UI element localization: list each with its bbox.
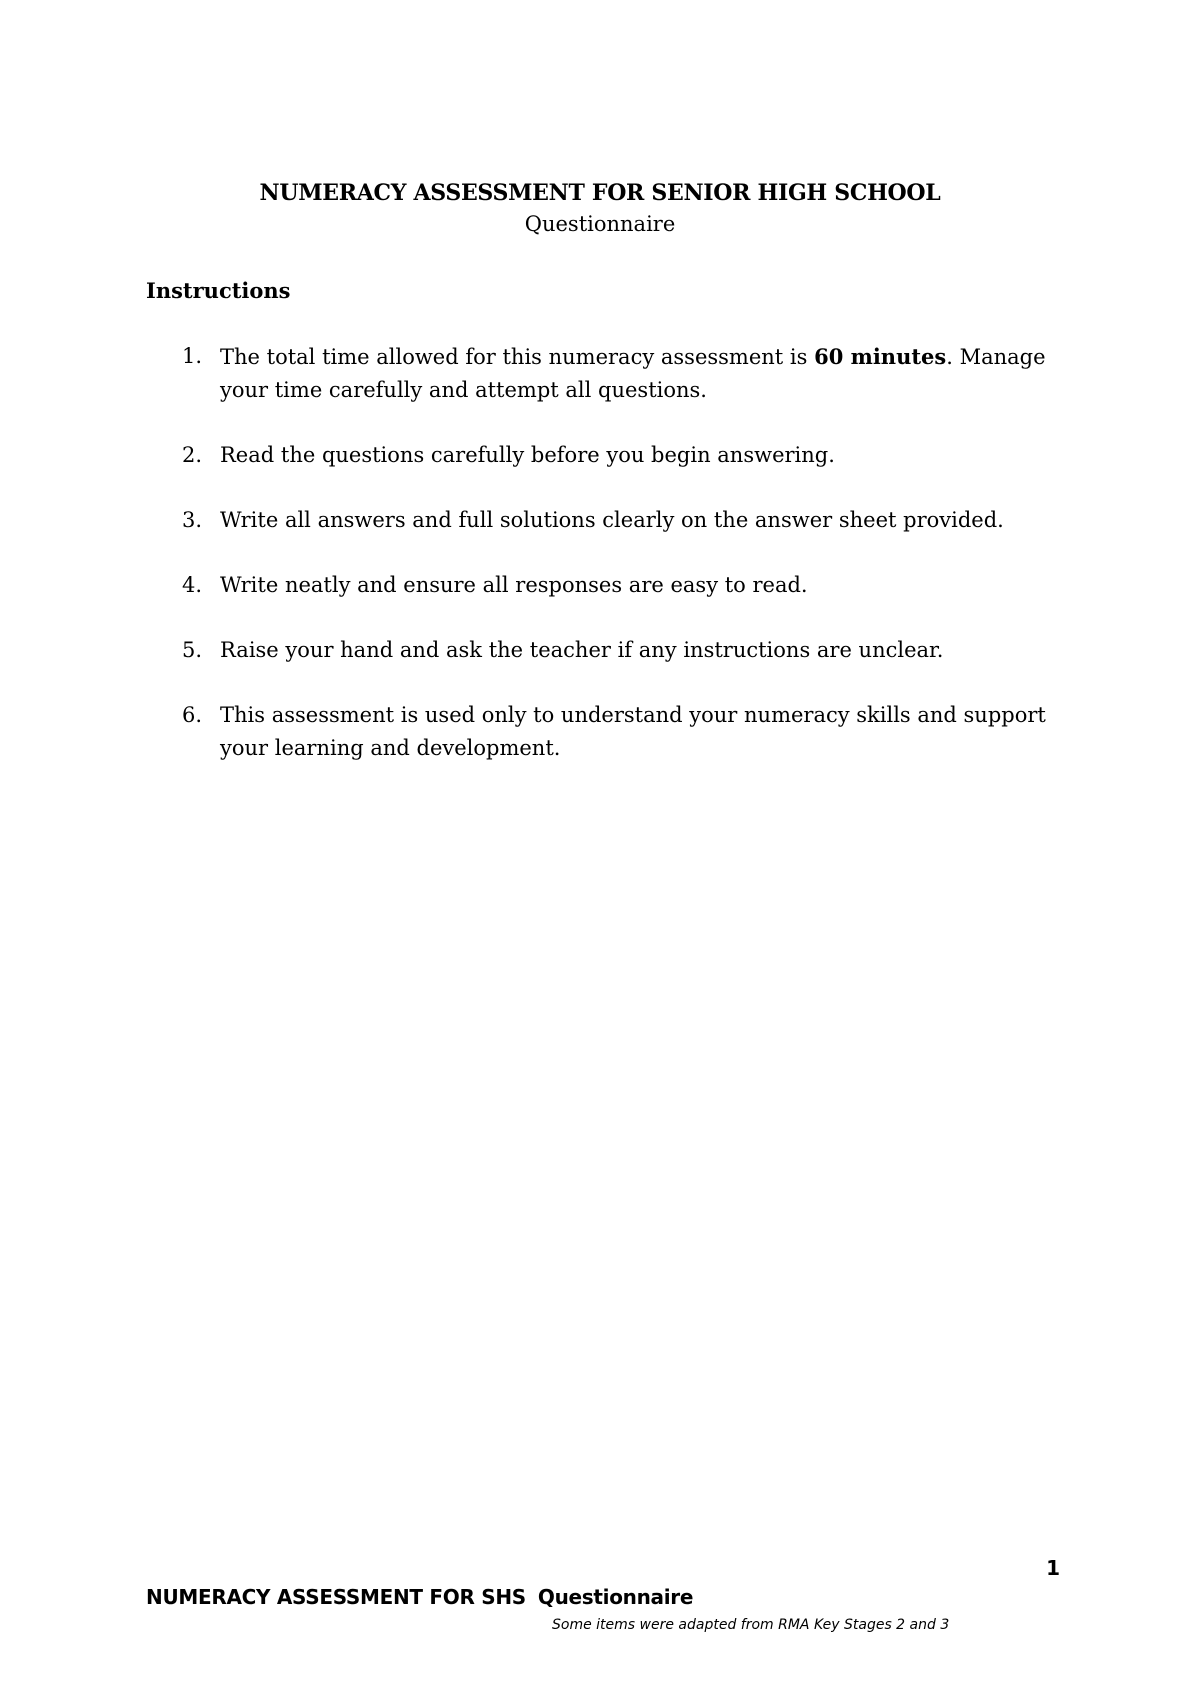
document-subtitle: Questionnaire — [524, 212, 676, 236]
instruction-number: 6. — [182, 703, 203, 727]
instructions-list — [146, 340, 1086, 797]
instruction-item-3 — [146, 504, 1086, 537]
instruction-number: 3. — [182, 508, 203, 532]
instruction-number: 2. — [182, 443, 203, 467]
instruction-item-2 — [146, 439, 1086, 472]
footer-title-right: Questionnaire — [537, 1585, 694, 1609]
instruction-item-5 — [146, 634, 1086, 667]
page-number: 1 — [1046, 1556, 1060, 1580]
instruction-text: Write neatly and ensure all responses are easy to read. — [220, 573, 808, 597]
instruction-text: Read the questions carefully before you begin answering. — [220, 443, 835, 467]
document-title: NUMERACY ASSESSMENT FOR SENIOR HIGH SCHOOL — [259, 180, 941, 206]
instruction-number: 4. — [182, 573, 203, 597]
time-limit-emphasis: 60 minutes — [814, 344, 947, 369]
instruction-text: This assessment is used only to understand your numeracy skills and support your learning and development. — [220, 703, 1046, 760]
instruction-number: 5. — [182, 638, 203, 662]
instruction-number: 1. — [182, 344, 203, 368]
instruction-text-part: . Manage your time carefully and attempt all questions. — [220, 345, 1046, 402]
instruction-item-4 — [146, 569, 1086, 602]
footer-title — [146, 1585, 693, 1609]
instruction-text — [220, 345, 1046, 402]
instruction-text: Write all answers and full solutions clearly on the answer sheet provided. — [220, 508, 1004, 532]
footer-title-left: NUMERACY ASSESSMENT FOR SHS — [146, 1585, 526, 1609]
instruction-item-1 — [146, 340, 1086, 407]
instruction-item-6 — [146, 699, 1086, 765]
instructions-heading: Instructions — [146, 278, 291, 303]
instruction-text-part: The total time allowed for this numeracy assessment is — [220, 345, 815, 369]
footer-note: Some items were adapted from RMA Key Stages 2 and 3 — [552, 1617, 950, 1633]
instruction-text: Raise your hand and ask the teacher if any instructions are unclear. — [220, 638, 944, 662]
